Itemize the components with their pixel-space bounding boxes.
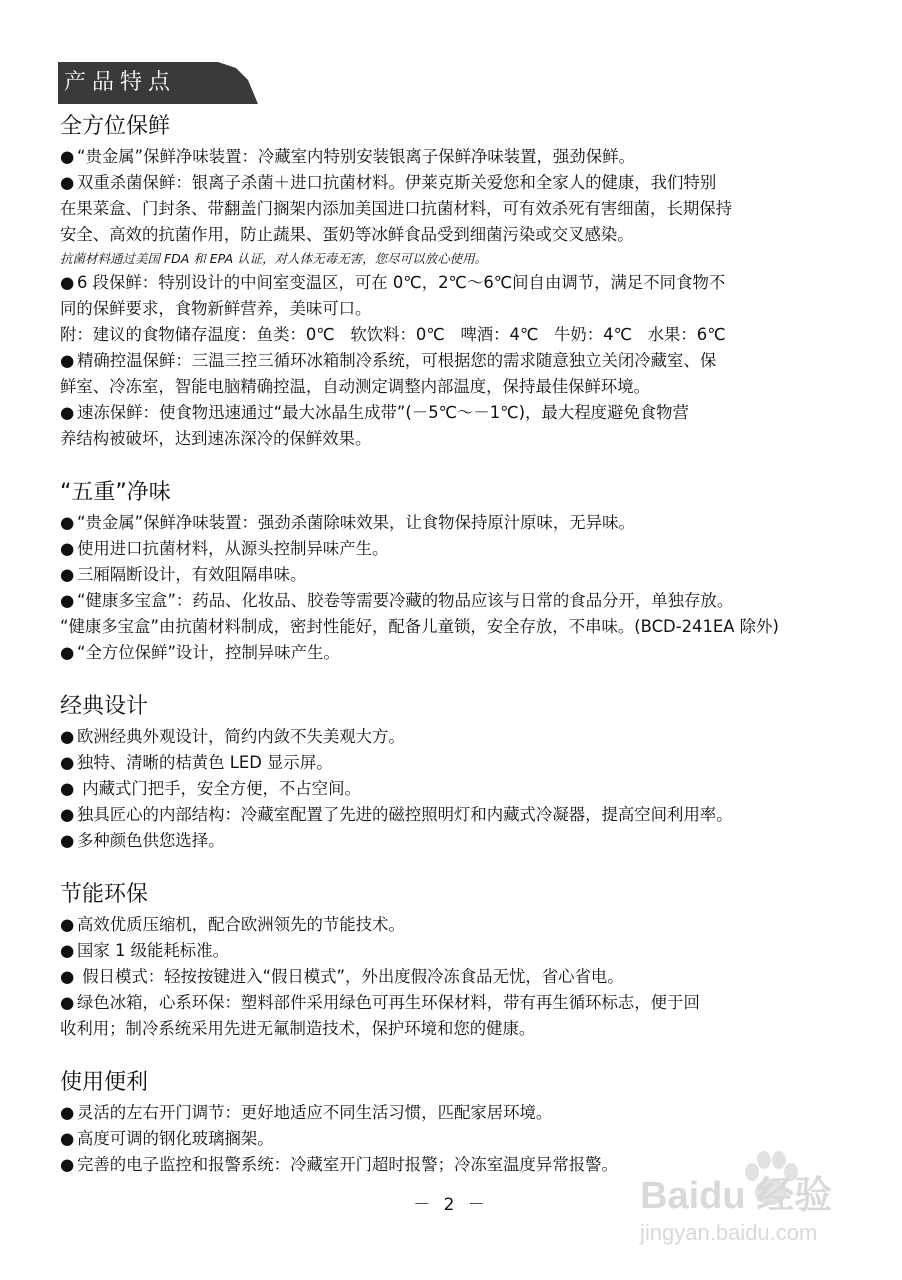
bullet-icon: ● (60, 1155, 75, 1174)
section-spacer (60, 452, 850, 478)
line-text: 速冻保鲜：使食物迅速通过“最大冰晶生成带”(－5℃～－1℃)，最大程度避免食物营 (77, 403, 689, 422)
watermark-logo: Baidu 经验 (640, 1175, 833, 1217)
watermark (640, 1144, 860, 1254)
feature-line (60, 426, 850, 452)
line-text: 使用进口抗菌材料，从源头控制异味产生。 (77, 539, 389, 558)
line-text: 双重杀菌保鲜：银离子杀菌＋进口抗菌材料。伊莱克斯关爱您和全家人的健康，我们特别 (77, 173, 717, 192)
line-text: 假日模式：轻按按键进入“假日模式”，外出度假冷冻食品无忧，省心省电。 (77, 967, 624, 986)
feature-line (60, 374, 850, 400)
bullet-icon: ● (60, 273, 75, 292)
bullet-icon: ● (60, 147, 75, 166)
line-text: 完善的电子监控和报警系统：冷藏室开门超时报警；冷冻室温度异常报警。 (77, 1155, 618, 1174)
feature-line (60, 1100, 850, 1126)
line-text: 6 段保鲜：特别设计的中间室变温区，可在 0℃，2℃～6℃间自由调节，满足不同食物不 (77, 273, 726, 292)
line-text: 养结构被破坏，达到速冻深冷的保鲜效果。 (60, 429, 372, 448)
feature-line (60, 588, 850, 614)
line-text: 绿色冰箱，心系环保：塑料部件采用绿色可再生环保材料，带有再生循环标志，便于回 (77, 993, 700, 1012)
line-text: 安全、高效的抗菌作用，防止蔬果、蛋奶等冰鲜食品受到细菌污染或交叉感染。 (60, 225, 634, 244)
line-text: 高度可调的钢化玻璃搁架。 (77, 1129, 274, 1148)
feature-line (60, 400, 850, 426)
feature-line (60, 270, 850, 296)
line-text: 同的保鲜要求，食物新鲜营养，美味可口。 (60, 299, 372, 318)
line-text: 鲜室、冷冻室，智能电脑精确控温，自动测定调整内部温度，保持最佳保鲜环境。 (60, 377, 651, 396)
line-text: 内藏式门把手，安全方便，不占空间。 (77, 779, 361, 798)
feature-line (60, 828, 850, 854)
feature-line (60, 724, 850, 750)
section-title: 全方位保鲜 (60, 114, 171, 139)
bullet-icon: ● (60, 513, 75, 532)
line-text: “全方位保鲜”设计，控制异味产生。 (77, 643, 340, 662)
bullet-icon: ● (60, 173, 75, 192)
line-text: 精确控温保鲜：三温三控三循环冰箱制冷系统，可根据您的需求随意独立关闭冷藏室、保 (77, 351, 717, 370)
section-spacer (60, 1042, 850, 1068)
feature-line (60, 222, 850, 248)
line-text: 附：建议的食物储存温度：鱼类：0℃ 软饮料：0℃ 啤酒：4℃ 牛奶：4℃ 水果：6℃ (60, 325, 726, 344)
feature-section (60, 478, 850, 666)
line-text: “健康多宝盒”：药品、化妆品、胶卷等需要冷藏的物品应该与日常的食品分开，单独存放。 (77, 591, 734, 610)
section-title: “五重”净味 (60, 480, 171, 505)
feature-line (60, 144, 850, 170)
section-title: 经典设计 (60, 694, 149, 719)
bullet-icon: ● (60, 539, 75, 558)
bullet-icon: ● (60, 779, 75, 798)
feature-line (60, 1016, 850, 1042)
feature-line (60, 640, 850, 666)
line-text: 高效优质压缩机，配合欧洲领先的节能技术。 (77, 915, 405, 934)
watermark-url: jingyan.baidu.com (640, 1220, 818, 1245)
section-title: 节能环保 (60, 882, 149, 907)
bullet-icon: ● (60, 967, 75, 986)
page-number: － 2 － (413, 1195, 489, 1215)
bullet-icon: ● (60, 1129, 75, 1148)
feature-line (60, 802, 850, 828)
bullet-icon: ● (60, 805, 75, 824)
line-text: 在果菜盒、门封条、带翻盖门搁架内添加美国进口抗菌材料，可有效杀死有害细菌，长期保持 (60, 199, 733, 218)
line-text: “贵金属”保鲜净味装置：冷藏室内特别安装银离子保鲜净味装置，强劲保鲜。 (77, 147, 635, 166)
feature-line (60, 964, 850, 990)
line-text: 国家 1 级能耗标准。 (77, 941, 229, 960)
feature-line (60, 562, 850, 588)
line-text: 独具匠心的内部结构：冷藏室配置了先进的磁控照明灯和内藏式冷凝器，提高空间利用率。 (77, 805, 733, 824)
bullet-icon: ● (60, 643, 75, 662)
page-title: 产品特点 (64, 70, 177, 95)
feature-line (60, 322, 850, 348)
section-title: 使用便利 (60, 1070, 149, 1095)
line-text: “贵金属”保鲜净味装置：强劲杀菌除味效果，让食物保持原汁原味，无异味。 (77, 513, 635, 532)
line-text: 欧洲经典外观设计，简约内敛不失美观大方。 (77, 727, 405, 746)
line-text: 灵活的左右开门调节：更好地适应不同生活习惯，匹配家居环境。 (77, 1103, 553, 1122)
section-spacer (60, 666, 850, 692)
section-spacer (60, 854, 850, 880)
bullet-icon: ● (60, 727, 75, 746)
feature-line (60, 912, 850, 938)
bullet-icon: ● (60, 753, 75, 772)
feature-section (60, 112, 850, 452)
feature-section (60, 692, 850, 854)
bullet-icon: ● (60, 403, 75, 422)
bullet-icon: ● (60, 1103, 75, 1122)
line-text: 抗菌材料通过美国 FDA 和 EPA 认证，对人体无毒无害，您尽可以放心使用。 (60, 251, 488, 266)
line-text: “健康多宝盒”由抗菌材料制成，密封性能好，配备儿童锁，安全存放，不串味。(BCD-241EA 除外) (60, 617, 779, 636)
feature-line (60, 296, 850, 322)
note-line (60, 248, 850, 270)
bullet-icon: ● (60, 915, 75, 934)
line-text: 独特、清晰的桔黄色 LED 显示屏。 (77, 753, 333, 772)
feature-line (60, 938, 850, 964)
feature-line (60, 536, 850, 562)
line-text: 收利用；制冷系统采用先进无氟制造技术，保护环境和您的健康。 (60, 1019, 536, 1038)
bullet-icon: ● (60, 993, 75, 1012)
bullet-icon: ● (60, 565, 75, 584)
feature-line (60, 170, 850, 196)
line-text: 三厢隔断设计，有效阻隔串味。 (77, 565, 307, 584)
feature-line (60, 990, 850, 1016)
feature-section (60, 880, 850, 1042)
feature-line (60, 750, 850, 776)
feature-line (60, 348, 850, 374)
bullet-icon: ● (60, 591, 75, 610)
bullet-icon: ● (60, 941, 75, 960)
feature-line (60, 510, 850, 536)
feature-line (60, 196, 850, 222)
line-text: 多种颜色供您选择。 (77, 831, 225, 850)
document-body (60, 112, 850, 1178)
bullet-icon: ● (60, 831, 75, 850)
bullet-icon: ● (60, 351, 75, 370)
feature-line (60, 776, 850, 802)
feature-line (60, 614, 850, 640)
